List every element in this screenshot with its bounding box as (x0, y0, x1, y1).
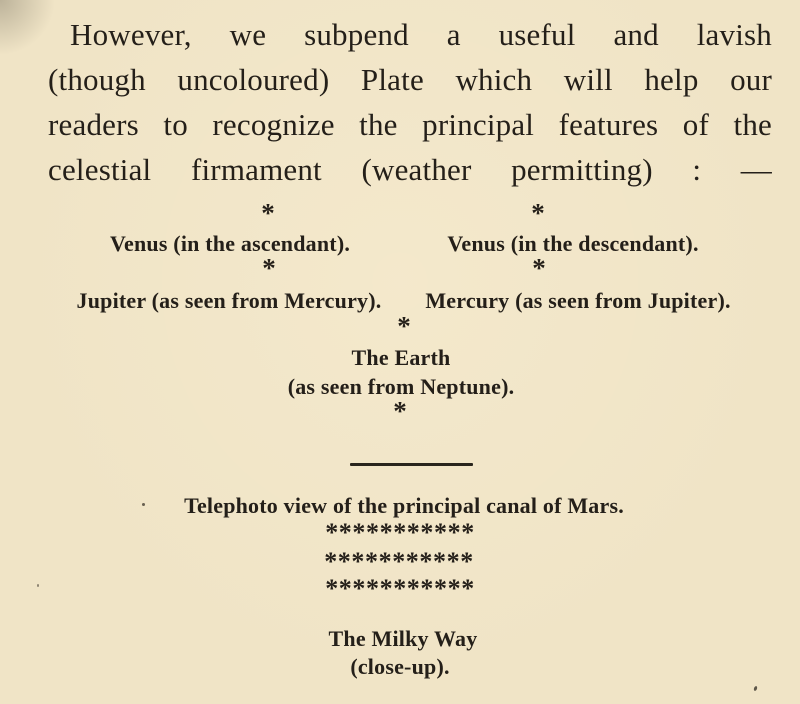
paragraph-line-3: readers to recognize the principal features of the (48, 107, 772, 142)
star-separator: * (531, 198, 545, 228)
paper-speck (142, 503, 145, 506)
caption-mars-telephoto: Telephoto view of the principal canal of Mars. (184, 493, 624, 518)
star-separator: * (393, 396, 407, 426)
caption-milky-way-subtitle: (close-up). (350, 654, 450, 679)
paper-speck (753, 686, 758, 692)
caption-earth: The Earth (351, 345, 451, 370)
section-divider-rule (350, 463, 473, 466)
caption-venus-ascendant: Venus (in the ascendant). (109, 231, 351, 256)
paper-speck (37, 584, 39, 587)
caption-mercury-from-jupiter: Mercury (as seen from Jupiter). (425, 288, 731, 313)
caption-milky-way: The Milky Way (328, 626, 478, 651)
asterisk-row: *********** (325, 518, 475, 547)
caption-venus-descendant: Venus (in the descendant). (447, 231, 699, 256)
paper-speck (752, 127, 755, 130)
paragraph-line-4: celestial firmament (weather permitting) : — (48, 152, 772, 187)
star-separator: * (532, 253, 546, 283)
paragraph-line-1: However, we subpend a useful and lavish (70, 17, 772, 52)
star-separator: * (261, 198, 275, 228)
intro-paragraph (48, 12, 772, 192)
star-separator: * (262, 253, 276, 283)
caption-earth-subtitle: (as seen from Neptune). (287, 374, 515, 399)
asterisk-row: *********** (325, 574, 475, 603)
paragraph-line-2: (though uncoloured) Plate which will help our (48, 62, 772, 97)
asterisk-row: *********** (324, 547, 474, 576)
caption-jupiter-from-mercury: Jupiter (as seen from Mercury). (76, 288, 382, 313)
star-separator: * (397, 311, 411, 341)
